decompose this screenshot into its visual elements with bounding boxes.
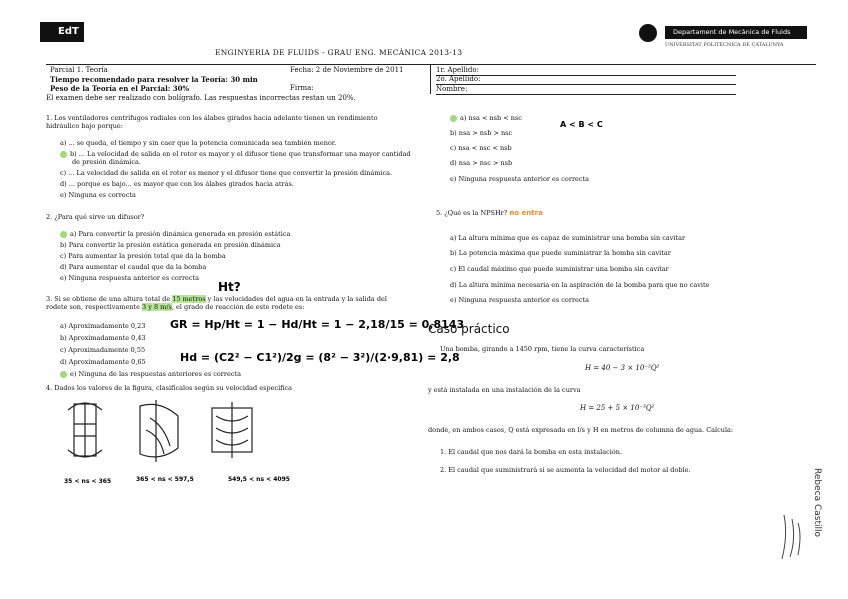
- handwritten-ht-note: Ht?: [218, 280, 241, 294]
- upc-logo-icon: [639, 24, 657, 42]
- exam-time: Tiempo recomendado para resolver la Teoría: 30 min: [50, 75, 258, 84]
- info-separator: [430, 64, 431, 94]
- handwritten-gr-formula: GR = Hp/Ht = 1 − Hd/Ht = 1 − 2,18/15 = 0,8143: [170, 318, 465, 331]
- q5-option-d[interactable]: d) La altura mínima necesaria en la aspiración de la bomba para que no cavite: [450, 281, 710, 289]
- case-intro: Una bomba, girando a 1450 rpm, tiene la curva característica: [440, 345, 645, 353]
- q5-option-a[interactable]: a) La altura mínima que es capaz de suministrar una bomba sin cavitar: [450, 234, 686, 242]
- q1-option-e[interactable]: e) Ninguna es correcta: [60, 191, 136, 199]
- q3-option-e[interactable]: e) Ninguna de las respuestas anteriores es correcta: [60, 370, 241, 378]
- name-field[interactable]: Nombre:: [436, 85, 736, 95]
- q4-text: 4. Dados los valores de la figura, clasifícalos según su velocidad específica: [46, 384, 293, 392]
- q4-option-d[interactable]: d) nsa > nsc > nsb: [450, 159, 513, 167]
- course-title: ENGINYERIA DE FLUIDS - GRAU ENG. MECÀNICA 2013-13: [215, 48, 463, 57]
- q5-text: 5. ¿Qué es la NPSHr? no entra: [436, 209, 543, 217]
- surname2-field[interactable]: 2o. Apellido:: [436, 75, 736, 85]
- q2-option-d[interactable]: d) Para aumentar el caudal que da la bomba: [60, 263, 207, 271]
- radial-impeller-icon: [68, 403, 102, 457]
- q3-text: 3. Si se obtiene de una altura total de 15 metros y las velocidades del agua en la entrada y la salida del rodete son, respectivamente 3 y 8 m/s, el grado de reacción de este rodete es:: [46, 295, 387, 311]
- case-item-1: 1. El caudal que nos dará la bomba en esta instalación.: [440, 448, 623, 456]
- selected-mark-icon: [60, 231, 67, 238]
- department-banner: Departament de Mecànica de Fluids: [665, 26, 807, 39]
- handwritten-hd-formula: Hd = (C2² − C1²)/2g = (8² − 3²)/(2·9,81) = 2,8: [180, 351, 460, 364]
- q4-option-c[interactable]: c) nsa < nsc < nsb: [450, 144, 512, 152]
- q2-option-b[interactable]: b) Para convertir la presión estática generada en presión dinámica: [60, 241, 281, 249]
- edt-logo: EdT: [40, 22, 84, 42]
- handwritten-q4-note: A < B < C: [560, 120, 603, 129]
- q1-option-c[interactable]: c) ... La velocidad de salida en el rotor es menor y el difusor tiene que convertir la presión dinámica.: [60, 169, 393, 177]
- q4-option-b[interactable]: b) nsa > nsb > nsc: [450, 129, 513, 137]
- case-eq2: H = 25 + 5 × 10⁻³Q²: [580, 404, 655, 412]
- handwritten-side-note: Rebeca Castillo: [812, 468, 822, 537]
- q3-option-b[interactable]: b) Aproximadamente 0,43: [60, 334, 146, 342]
- surname1-field[interactable]: 1r. Apellido:: [436, 66, 736, 76]
- selected-mark-icon: [450, 115, 457, 122]
- exam-instructions: El examen debe ser realizado con bolígrafo. Las respuestas incorrectas restan un 20%.: [46, 94, 356, 102]
- selected-mark-icon: [60, 151, 67, 158]
- q3-option-a[interactable]: a) Aproximadamente 0,23: [60, 322, 146, 330]
- q1-text: 1. Los ventiladores centrífugos radiales con los álabes girados hacia adelante tienen un rendimiento hidráulico bajo porque:: [46, 114, 378, 130]
- q5-option-e[interactable]: e) Ninguna respuesta anterior es correcta: [450, 296, 590, 304]
- q3-option-d[interactable]: d) Aproximadamente 0,65: [60, 358, 146, 366]
- fig-label-c: 549,5 < ns < 4095: [228, 476, 290, 483]
- fig-label-a: 35 < ns < 365: [64, 478, 112, 485]
- q2-option-c[interactable]: c) Para aumentar la presión total que da la bomba: [60, 252, 226, 260]
- header-divider: [46, 64, 816, 65]
- q4-option-a[interactable]: a) nsa < nsb < nsc: [450, 114, 522, 122]
- case-title: Caso práctico: [428, 322, 510, 336]
- case-item-2: 2. El caudal que suministrará si se aumenta la velocidad del motor al doble.: [440, 466, 691, 474]
- case-text3: donde, en ambos casos, Q está expresada en l/s y H en metros de columna de agua. Calcula:: [428, 426, 734, 434]
- exam-date: Fecha: 2 de Noviembre de 2011: [290, 66, 404, 74]
- handwritten-signature-icon: [776, 505, 806, 565]
- q2-option-a[interactable]: a) Para convertir la presión dinámica generada en presión estática: [60, 230, 290, 238]
- signature-label: Firma:: [290, 84, 314, 92]
- q2-option-e[interactable]: e) Ninguna respuesta anterior es correcta: [60, 274, 200, 282]
- fig-label-b: 365 < ns < 597,5: [136, 476, 194, 483]
- q1-option-b-cont: de presión dinámica.: [72, 158, 141, 166]
- handwritten-no-entra: no entra: [509, 209, 543, 217]
- case-text2: y está instalada en una instalación de la curva: [428, 386, 581, 394]
- q5-option-b[interactable]: b) La potencia máxima que puede suministrar la bomba sin cavitar: [450, 249, 671, 257]
- impeller-figures: [60, 396, 280, 470]
- q1-option-d[interactable]: d) ... porque es bajo... es mayor que con los álabes girados hacia atrás.: [60, 180, 294, 188]
- axial-impeller-icon: [212, 402, 252, 458]
- q2-text: 2. ¿Para qué sirve un difusor?: [46, 213, 145, 221]
- exam-weight: Peso de la Teoría en el Parcial: 30%: [50, 84, 190, 93]
- selected-mark-icon: [60, 371, 67, 378]
- mixed-impeller-icon: [140, 400, 178, 462]
- q4-option-e[interactable]: e) Ninguna respuesta anterior es correcta: [450, 175, 590, 183]
- q5-option-c[interactable]: c) El caudal máximo que puede suministrar una bomba sin cavitar: [450, 265, 669, 273]
- q1-option-b[interactable]: b) ... La velocidad de salida en el rotor es mayor y el difusor tiene que transformar una mayor cantidad: [60, 150, 411, 158]
- university-line: UNIVERSITAT POLITÈCNICA DE CATALUNYA: [665, 42, 784, 48]
- exam-title: Parcial 1. Teoría: [50, 66, 108, 74]
- q3-option-c[interactable]: c) Aproximadamente 0,55: [60, 346, 146, 354]
- q1-option-a[interactable]: a) ... se queda, el tiempo y sin caer que la potencia comunicada sea también menor.: [60, 139, 337, 147]
- case-eq1: H = 40 − 3 × 10⁻³Q²: [585, 364, 660, 372]
